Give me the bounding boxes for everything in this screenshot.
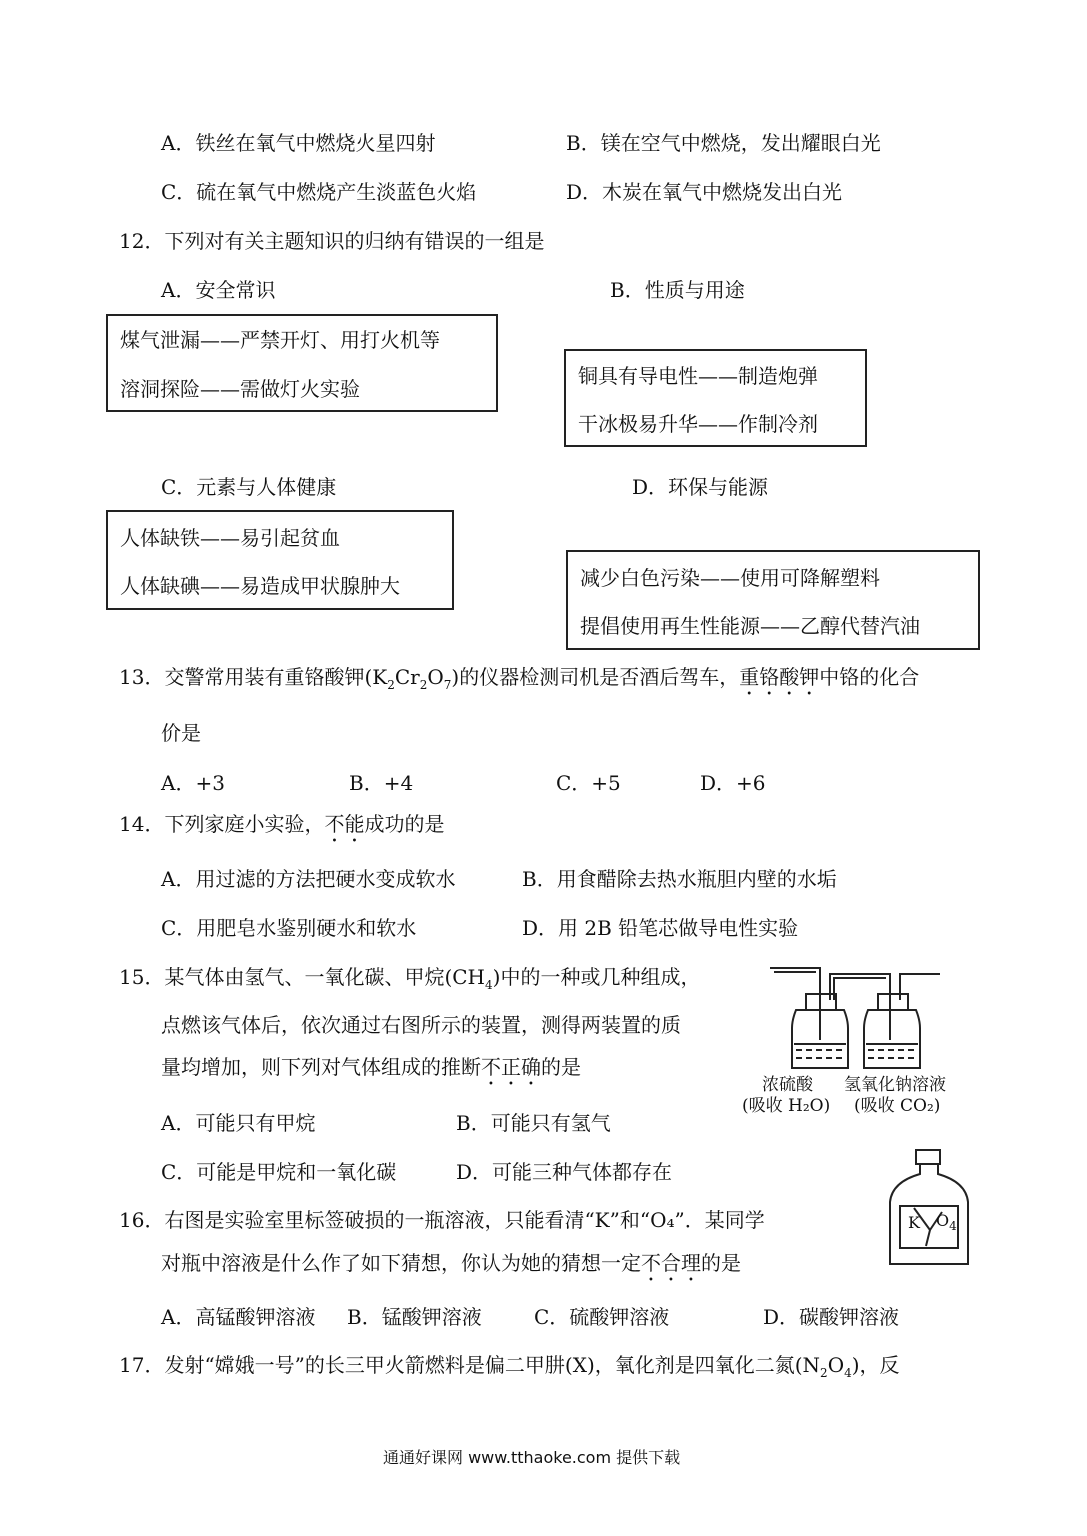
q14-option-a: A．用过滤的方法把硬水变成软水: [161, 867, 456, 891]
q12-box-d-line2: 提倡使用再生性能源——乙醇代替汽油: [580, 614, 920, 638]
q13-option-d: D．+6: [700, 771, 766, 795]
q12-box-c: [106, 510, 454, 610]
q16-option-b: B．锰酸钾溶液: [347, 1305, 482, 1329]
q12-box-c-line1: 人体缺铁——易引起贫血: [120, 526, 340, 550]
q12-box-b-line1: 铜具有导电性——制造炮弹: [578, 364, 818, 388]
q12-box-d: [566, 550, 980, 650]
q14-option-d: D．用 2B 铅笔芯做导电性实验: [522, 916, 799, 940]
q15-stem-line1: 15．某气体由氢气、一氧化碳、甲烷$(CH_4)$中的一种或几种组成，: [119, 965, 701, 992]
q16-label-o4: $O_4$: [936, 1211, 957, 1234]
q12-box-d-line1: 减少白色污染——使用可降解塑料: [580, 566, 880, 590]
q15-fig-label-h2so4: 浓硫酸: [762, 1075, 813, 1095]
q14-option-b: B．用食醋除去热水瓶胆内壁的水垢: [522, 867, 837, 891]
q15-fig-label-naoh: 氢氧化钠溶液: [844, 1075, 946, 1095]
q13-option-a: A．+3: [161, 771, 225, 795]
q15-option-c: C．可能是甲烷和一氧化碳: [161, 1160, 397, 1184]
q12-stem: 12．下列对有关主题知识的归纳有错误的一组是: [119, 229, 545, 253]
q16-option-c: C．硫酸钾溶液: [534, 1305, 670, 1329]
q12-option-d-label: D．环保与能源: [632, 475, 769, 499]
q14-stem: 14．下列家庭小实验，不能成功的是: [119, 812, 445, 836]
reagent-bottle-icon: [884, 1146, 974, 1272]
page-footer: 通通好课网 www.tthaoke.com 提供下载: [383, 1448, 681, 1467]
q11-option-d: D．木炭在氧气中燃烧发出白光: [566, 180, 843, 204]
q13-stem-line2: 价是: [161, 721, 201, 745]
q12-box-a-line1: 煤气泄漏——严禁开灯、用打火机等: [120, 328, 440, 352]
q16-stem-line2: 对瓶中溶液是什么作了如下猜想，你认为她的猜想一定不合理的是: [161, 1251, 741, 1275]
q15-fig-label-absorb-h2o: (吸收 H₂O): [742, 1096, 831, 1116]
q15-apparatus-figure: [740, 960, 980, 1120]
q13-option-c: C．+5: [556, 771, 621, 795]
q16-emphasis: 不合理: [641, 1251, 701, 1275]
q12-box-c-line2: 人体缺碘——易造成甲状腺肿大: [120, 574, 400, 598]
q12-option-b-label: B．性质与用途: [610, 278, 745, 302]
q17-stem-line1: 17．发射“嫦娥一号”的长三甲火箭燃料是偏二甲肼(X)，氧化剂是四氧化二氮$(N_2O_4)$，反: [119, 1353, 900, 1380]
q12-option-a-label: A．安全常识: [161, 278, 276, 302]
q12-box-a-line2: 溶洞探险——需做灯火实验: [120, 377, 360, 401]
q16-option-d: D．碳酸钾溶液: [763, 1305, 900, 1329]
q16-stem-line1: 16．右图是实验室里标签破损的一瓶溶液，只能看清“K”和“O₄”．某同学: [119, 1208, 765, 1232]
q11-option-a: A．铁丝在氧气中燃烧火星四射: [161, 131, 436, 155]
q16-option-a: A．高锰酸钾溶液: [161, 1305, 316, 1329]
q16-reagent-bottle-figure: [884, 1146, 974, 1272]
q12-option-c-label: C．元素与人体健康: [161, 475, 337, 499]
q11-option-b: B．镁在空气中燃烧，发出耀眼白光: [566, 131, 881, 155]
q14-emphasis: 不能: [324, 812, 365, 836]
q15-emphasis: 不正确: [481, 1055, 541, 1079]
q12-box-a: [106, 314, 498, 412]
q15-stem-line2: 点燃该气体后，依次通过右图所示的装置，测得两装置的质: [161, 1013, 681, 1037]
q15-option-d: D．可能三种气体都存在: [456, 1160, 673, 1184]
q15-stem-line3: 量均增加，则下列对气体组成的推断不正确的是: [161, 1055, 581, 1079]
q15-fig-label-absorb-co2: (吸收 CO₂): [854, 1096, 941, 1116]
q16-label-k: K: [908, 1213, 920, 1232]
q15-option-a: A．可能只有甲烷: [161, 1111, 316, 1135]
q12-box-b-line2: 干冰极易升华——作制冷剂: [578, 412, 818, 436]
gas-washing-bottles-icon: [740, 960, 980, 1080]
q13-option-b: B．+4: [349, 771, 414, 795]
q13-stem-line1: 13．交警常用装有重铬酸钾$(K_2Cr_2O_7)$的仪器检测司机是否酒后驾车，重铬酸钾中铬的化合: [119, 665, 920, 692]
q15-option-b: B．可能只有氢气: [456, 1111, 611, 1135]
q12-box-b: [564, 349, 867, 447]
q11-option-c: C．硫在氧气中燃烧产生淡蓝色火焰: [161, 180, 477, 204]
q14-option-c: C．用肥皂水鉴别硬水和软水: [161, 916, 417, 940]
q13-emphasis: 重铬酸钾: [739, 665, 820, 689]
